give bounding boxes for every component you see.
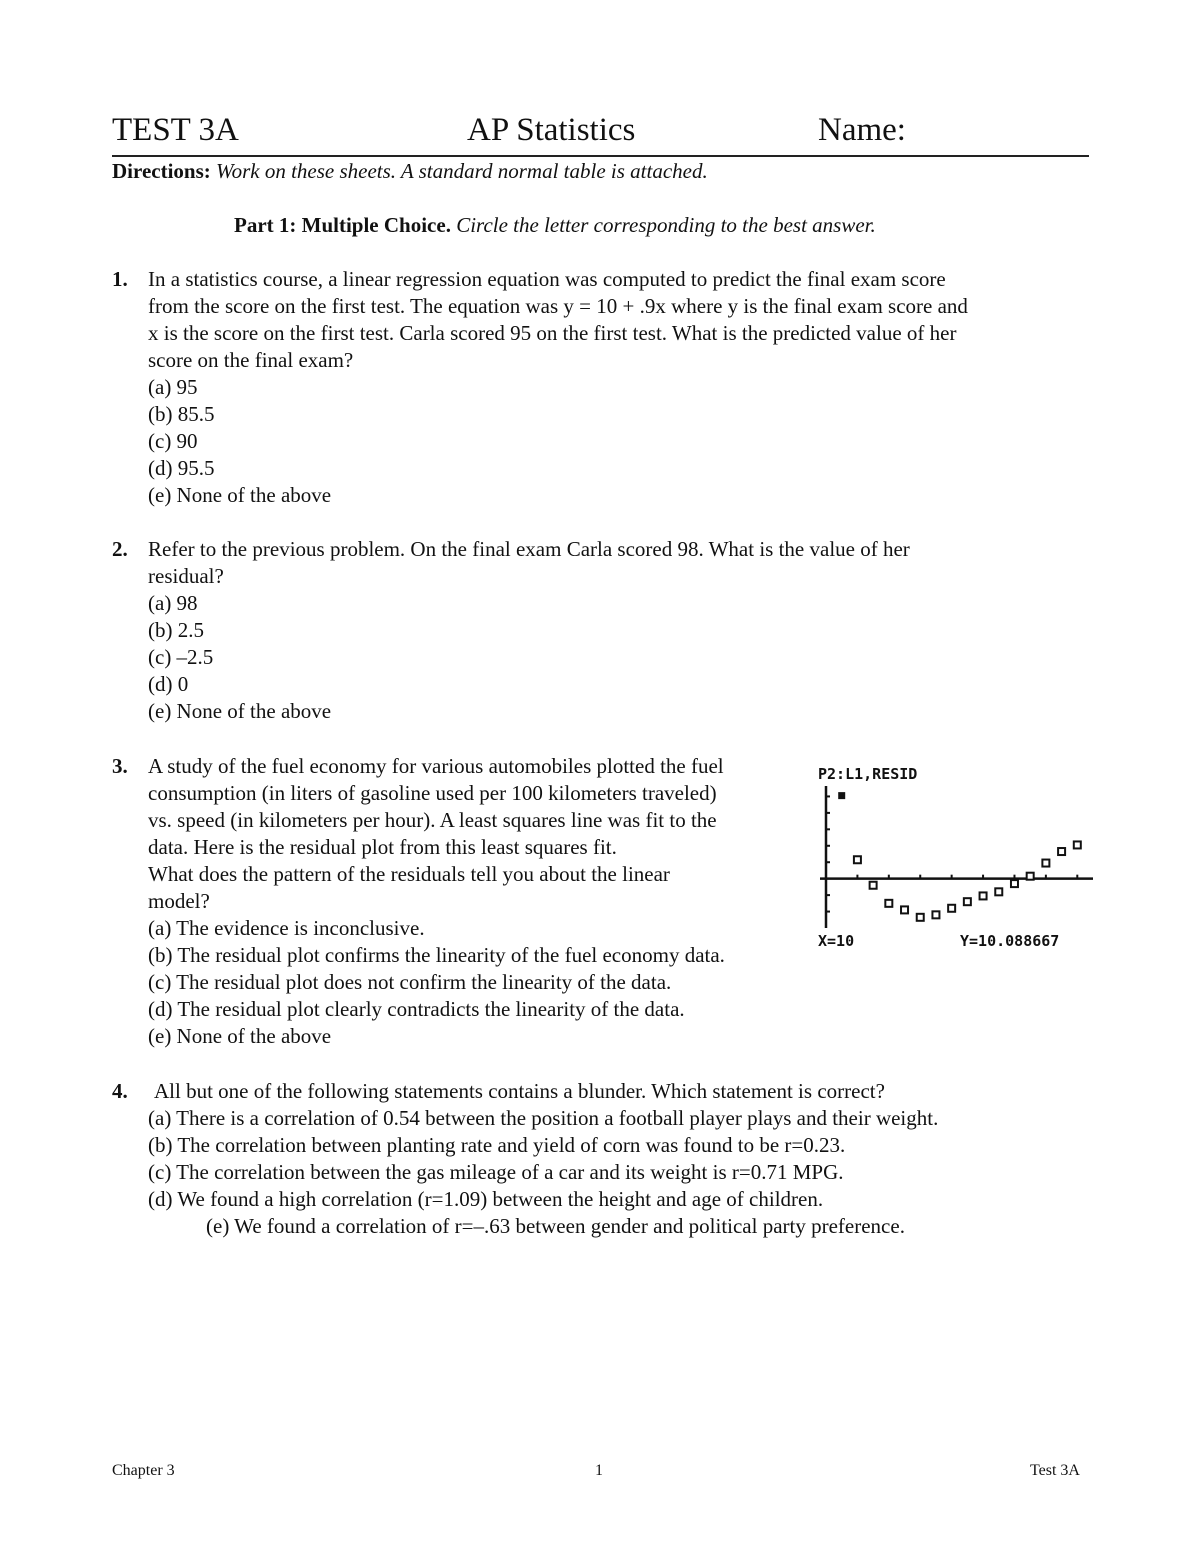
choice-a[interactable]: (a) 95 xyxy=(148,375,198,399)
question-line: Refer to the previous problem. On the final exam Carla scored 98. What is the value of her xyxy=(148,537,910,561)
question-1-number: 1. xyxy=(112,267,128,291)
choice-e[interactable]: (e) None of the above xyxy=(148,699,332,723)
residual-point xyxy=(964,898,971,905)
residual-plot xyxy=(808,758,1098,958)
choice-b[interactable]: (b) 85.5 xyxy=(148,402,215,426)
question-line: model? xyxy=(148,889,210,913)
cursor-y-readout: Y=10.088667 xyxy=(960,932,1060,950)
choice-e[interactable]: (e) None of the above xyxy=(148,1024,332,1048)
part1-label: Part 1: Multiple Choice. xyxy=(234,213,451,237)
residual-point xyxy=(980,892,987,899)
residual-point xyxy=(870,882,877,889)
choice-b[interactable]: (b) 2.5 xyxy=(148,618,204,642)
residual-point xyxy=(932,911,939,918)
question-line: data. Here is the residual plot from this least squares fit. xyxy=(148,835,617,859)
question-line: What does the pattern of the residuals tell you about the linear xyxy=(148,862,670,886)
residual-point xyxy=(995,888,1002,895)
question-line: vs. speed (in kilometers per hour). A least squares line was fit to the xyxy=(148,808,717,832)
choice-a[interactable]: (a) The evidence is inconclusive. xyxy=(148,916,425,940)
question-line: x is the score on the first test. Carla scored 95 on the first test. What is the predicted value of her xyxy=(148,321,957,345)
residual-point xyxy=(1058,848,1065,855)
question-line: In a statistics course, a linear regression equation was computed to predict the final exam score xyxy=(148,267,946,291)
residual-point xyxy=(917,914,924,921)
question-2 xyxy=(148,536,910,725)
footer-page-number: 1 xyxy=(595,1462,603,1479)
part1-instruction: Circle the letter corresponding to the best answer. xyxy=(456,213,876,237)
choice-c[interactable]: (c) 90 xyxy=(148,429,198,453)
cursor-x-readout: X=10 xyxy=(818,932,855,950)
question-3 xyxy=(148,753,725,1050)
residual-point xyxy=(1042,860,1049,867)
question-4-stem xyxy=(154,1078,885,1105)
choice-b[interactable]: (b) The correlation between planting rate and yield of corn was found to be r=0.23. xyxy=(148,1133,846,1157)
choice-d[interactable]: (d) We found a high correlation (r=1.09) between the height and age of children. xyxy=(148,1187,824,1211)
part1-heading xyxy=(234,212,876,239)
residual-point xyxy=(901,906,908,913)
residual-points xyxy=(838,792,1081,921)
footer-chapter: Chapter 3 xyxy=(112,1462,175,1479)
choice-c[interactable]: (c) The residual plot does not confirm the linearity of the data. xyxy=(148,970,672,994)
test-title: TEST 3A xyxy=(112,112,239,148)
directions xyxy=(112,158,708,185)
question-3-number: 3. xyxy=(112,754,128,778)
choice-a[interactable]: (a) 98 xyxy=(148,591,198,615)
plot-title: P2:L1,RESID xyxy=(818,765,918,783)
directions-text: Work on these sheets. A standard normal table is attached. xyxy=(216,159,708,183)
choice-d[interactable]: (d) 0 xyxy=(148,672,189,696)
question-line: consumption (in liters of gasoline used per 100 kilometers traveled) xyxy=(148,781,717,805)
residual-point xyxy=(1011,880,1018,887)
footer-test: Test 3A xyxy=(1030,1462,1080,1479)
residual-point xyxy=(948,905,955,912)
question-1 xyxy=(148,266,968,509)
question-2-number: 2. xyxy=(112,537,128,561)
residual-point xyxy=(1027,873,1034,880)
choice-c[interactable]: (c) –2.5 xyxy=(148,645,214,669)
choice-c[interactable]: (c) The correlation between the gas mileage of a car and its weight is r=0.71 MPG. xyxy=(148,1160,844,1184)
choice-e[interactable]: (e) We found a correlation of r=–.63 between gender and political party preference. xyxy=(206,1214,905,1238)
header-rule xyxy=(112,155,1089,157)
name-label: Name: xyxy=(818,112,906,148)
question-line: A study of the fuel economy for various automobiles plotted the fuel xyxy=(148,754,724,778)
question-4-number: 4. xyxy=(112,1079,128,1103)
question-line: score on the final exam? xyxy=(148,348,354,372)
choice-e[interactable]: (e) None of the above xyxy=(148,483,332,507)
residual-point xyxy=(838,792,845,799)
choice-a[interactable]: (a) There is a correlation of 0.54 between the position a football player plays and their weight. xyxy=(148,1106,939,1130)
choice-b[interactable]: (b) The residual plot confirms the linearity of the fuel economy data. xyxy=(148,943,725,967)
residual-point xyxy=(854,856,861,863)
question-line: residual? xyxy=(148,564,224,588)
question-line: from the score on the first test. The equation was y = 10 + .9x where y is the final exam score and xyxy=(148,294,968,318)
directions-label: Directions: xyxy=(112,159,211,183)
choice-d[interactable]: (d) The residual plot clearly contradicts the linearity of the data. xyxy=(148,997,685,1021)
choice-d[interactable]: (d) 95.5 xyxy=(148,456,215,480)
residual-point xyxy=(885,900,892,907)
question-4-choices xyxy=(148,1105,938,1240)
residual-point xyxy=(1074,841,1081,848)
question-line: All but one of the following statements contains a blunder. Which statement is correct? xyxy=(154,1079,885,1103)
course-title: AP Statistics xyxy=(467,112,636,148)
